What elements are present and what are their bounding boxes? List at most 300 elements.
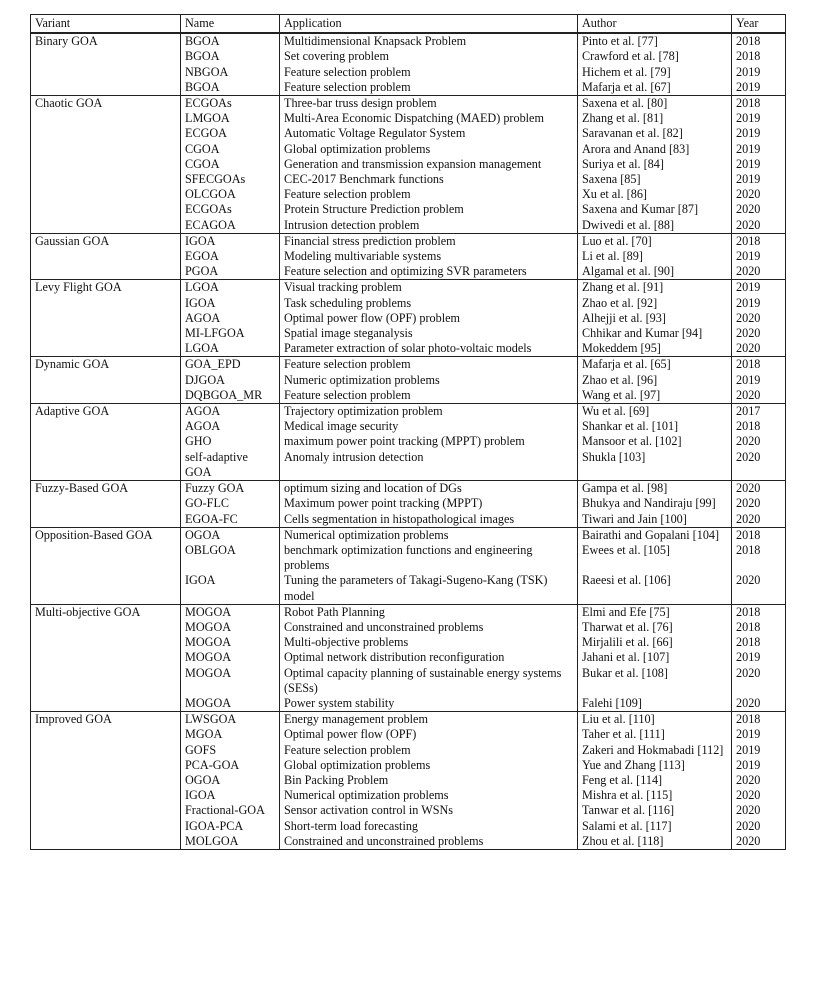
cell-variant: Binary GOA xyxy=(31,33,181,49)
cell-variant: Dynamic GOA xyxy=(31,357,181,373)
cell-name: BGOA xyxy=(181,49,280,64)
cell-year: 2019 xyxy=(732,373,786,388)
cell-variant xyxy=(31,773,181,788)
cell-application: Constrained and unconstrained problems xyxy=(280,620,578,635)
cell-variant xyxy=(31,157,181,172)
cell-year: 2019 xyxy=(732,172,786,187)
cell-name: OLCGOA xyxy=(181,187,280,202)
cell-application: Tuning the parameters of Takagi-Sugeno-Kang (TSK) model xyxy=(280,573,578,604)
cell-application: CEC-2017 Benchmark functions xyxy=(280,172,578,187)
table-row xyxy=(31,233,786,249)
cell-variant xyxy=(31,311,181,326)
cell-year: 2019 xyxy=(732,727,786,742)
cell-author: Zhang et al. [81] xyxy=(578,111,732,126)
cell-year: 2020 xyxy=(732,187,786,202)
cell-variant xyxy=(31,49,181,64)
cell-author: Pinto et al. [77] xyxy=(578,33,732,49)
cell-variant xyxy=(31,803,181,818)
cell-application: benchmark optimization functions and engineering problems xyxy=(280,543,578,573)
cell-application: Multi-objective problems xyxy=(280,635,578,650)
cell-variant xyxy=(31,111,181,126)
cell-author: Zakeri and Hokmabadi [112] xyxy=(578,743,732,758)
cell-variant xyxy=(31,450,181,481)
cell-author: Bukar et al. [108] xyxy=(578,666,732,696)
cell-author: Tharwat et al. [76] xyxy=(578,620,732,635)
cell-application: Medical image security xyxy=(280,419,578,434)
table-header-row xyxy=(31,15,786,34)
cell-variant xyxy=(31,543,181,573)
table-row xyxy=(31,727,786,742)
cell-year: 2020 xyxy=(732,512,786,528)
header-author: Author xyxy=(578,15,732,34)
cell-variant xyxy=(31,142,181,157)
table-row xyxy=(31,388,786,404)
cell-year: 2020 xyxy=(732,481,786,497)
table-row xyxy=(31,696,786,712)
cell-variant: Chaotic GOA xyxy=(31,96,181,112)
cell-author: Saxena [85] xyxy=(578,172,732,187)
cell-year: 2018 xyxy=(732,604,786,620)
cell-application: Protein Structure Prediction problem xyxy=(280,202,578,217)
cell-author: Mirjalili et al. [66] xyxy=(578,635,732,650)
cell-application: Generation and transmission expansion management xyxy=(280,157,578,172)
table-row xyxy=(31,326,786,341)
table-row xyxy=(31,512,786,528)
cell-application: Cells segmentation in histopathological images xyxy=(280,512,578,528)
cell-author: Zhao et al. [96] xyxy=(578,373,732,388)
table-row xyxy=(31,666,786,696)
table-row xyxy=(31,650,786,665)
cell-application: Optimal power flow (OPF) xyxy=(280,727,578,742)
cell-name: CGOA xyxy=(181,142,280,157)
cell-year: 2020 xyxy=(732,573,786,604)
table-row xyxy=(31,111,786,126)
cell-author: Mishra et al. [115] xyxy=(578,788,732,803)
table-row xyxy=(31,758,786,773)
cell-application: Feature selection problem xyxy=(280,80,578,96)
cell-name: GHO xyxy=(181,434,280,449)
cell-name: Fuzzy GOA xyxy=(181,481,280,497)
cell-year: 2020 xyxy=(732,218,786,234)
cell-name: PGOA xyxy=(181,264,280,280)
table-row xyxy=(31,202,786,217)
table-row xyxy=(31,96,786,112)
cell-application: Task scheduling problems xyxy=(280,296,578,311)
cell-year: 2018 xyxy=(732,419,786,434)
cell-name: MOGOA xyxy=(181,635,280,650)
cell-year: 2020 xyxy=(732,202,786,217)
cell-name: OGOA xyxy=(181,527,280,543)
cell-variant xyxy=(31,126,181,141)
cell-application: Intrusion detection problem xyxy=(280,218,578,234)
cell-name: DQBGOA_MR xyxy=(181,388,280,404)
cell-author: Alhejji et al. [93] xyxy=(578,311,732,326)
cell-name: MOGOA xyxy=(181,650,280,665)
cell-author: Wu et al. [69] xyxy=(578,404,732,420)
table-row xyxy=(31,218,786,234)
cell-author: Wang et al. [97] xyxy=(578,388,732,404)
cell-year: 2020 xyxy=(732,326,786,341)
cell-name: self-adaptive GOA xyxy=(181,450,280,481)
cell-variant xyxy=(31,65,181,80)
cell-author: Falehi [109] xyxy=(578,696,732,712)
cell-author: Tiwari and Jain [100] xyxy=(578,512,732,528)
cell-application: Global optimization problems xyxy=(280,142,578,157)
cell-application: Financial stress prediction problem xyxy=(280,233,578,249)
table-row xyxy=(31,604,786,620)
cell-year: 2019 xyxy=(732,80,786,96)
cell-variant xyxy=(31,326,181,341)
cell-name: MOGOA xyxy=(181,604,280,620)
table-row xyxy=(31,296,786,311)
cell-name: MOLGOA xyxy=(181,834,280,850)
table-row xyxy=(31,126,786,141)
table-row xyxy=(31,773,786,788)
table-row xyxy=(31,620,786,635)
cell-variant xyxy=(31,202,181,217)
cell-author: Liu et al. [110] xyxy=(578,712,732,728)
cell-variant xyxy=(31,218,181,234)
table-row xyxy=(31,49,786,64)
cell-year: 2018 xyxy=(732,543,786,573)
cell-year: 2020 xyxy=(732,788,786,803)
cell-year: 2019 xyxy=(732,65,786,80)
table-row xyxy=(31,635,786,650)
cell-author: Saxena and Kumar [87] xyxy=(578,202,732,217)
cell-application: Multidimensional Knapsack Problem xyxy=(280,33,578,49)
cell-application: Set covering problem xyxy=(280,49,578,64)
cell-year: 2020 xyxy=(732,819,786,834)
cell-name: Fractional-GOA xyxy=(181,803,280,818)
table-row xyxy=(31,65,786,80)
cell-application: Multi-Area Economic Dispatching (MAED) problem xyxy=(280,111,578,126)
cell-application: Global optimization problems xyxy=(280,758,578,773)
header-name: Name xyxy=(181,15,280,34)
cell-author: Saravanan et al. [82] xyxy=(578,126,732,141)
cell-variant xyxy=(31,743,181,758)
table-row xyxy=(31,33,786,49)
cell-application: Visual tracking problem xyxy=(280,280,578,296)
cell-year: 2019 xyxy=(732,280,786,296)
cell-variant xyxy=(31,264,181,280)
cell-year: 2020 xyxy=(732,311,786,326)
cell-author: Ewees et al. [105] xyxy=(578,543,732,573)
table-body xyxy=(31,33,786,849)
cell-name: IGOA-PCA xyxy=(181,819,280,834)
cell-application: Maximum power point tracking (MPPT) xyxy=(280,496,578,511)
cell-name: AGOA xyxy=(181,419,280,434)
table-row xyxy=(31,819,786,834)
table-row xyxy=(31,404,786,420)
cell-author: Crawford et al. [78] xyxy=(578,49,732,64)
cell-year: 2018 xyxy=(732,33,786,49)
cell-name: MOGOA xyxy=(181,620,280,635)
cell-application: Numeric optimization problems xyxy=(280,373,578,388)
table-row xyxy=(31,187,786,202)
cell-author: Algamal et al. [90] xyxy=(578,264,732,280)
cell-name: IGOA xyxy=(181,296,280,311)
cell-variant xyxy=(31,419,181,434)
cell-name: ECGOAs xyxy=(181,202,280,217)
cell-application: Feature selection problem xyxy=(280,187,578,202)
cell-variant: Improved GOA xyxy=(31,712,181,728)
cell-year: 2019 xyxy=(732,743,786,758)
cell-variant xyxy=(31,788,181,803)
cell-application: maximum power point tracking (MPPT) problem xyxy=(280,434,578,449)
cell-variant xyxy=(31,650,181,665)
cell-name: EGOA-FC xyxy=(181,512,280,528)
table-row xyxy=(31,80,786,96)
table-row xyxy=(31,573,786,604)
cell-application: Feature selection and optimizing SVR parameters xyxy=(280,264,578,280)
cell-author: Zhang et al. [91] xyxy=(578,280,732,296)
cell-variant xyxy=(31,758,181,773)
cell-year: 2020 xyxy=(732,773,786,788)
cell-author: Bairathi and Gopalani [104] xyxy=(578,527,732,543)
cell-year: 2019 xyxy=(732,157,786,172)
cell-year: 2017 xyxy=(732,404,786,420)
cell-application: Parameter extraction of solar photo-voltaic models xyxy=(280,341,578,357)
cell-name: IGOA xyxy=(181,573,280,604)
cell-name: OGOA xyxy=(181,773,280,788)
cell-year: 2018 xyxy=(732,527,786,543)
cell-variant xyxy=(31,819,181,834)
cell-application: Bin Packing Problem xyxy=(280,773,578,788)
cell-year: 2019 xyxy=(732,111,786,126)
cell-application: Power system stability xyxy=(280,696,578,712)
cell-year: 2019 xyxy=(732,249,786,264)
cell-variant xyxy=(31,341,181,357)
cell-variant: Multi-objective GOA xyxy=(31,604,181,620)
table-row xyxy=(31,172,786,187)
cell-year: 2018 xyxy=(732,49,786,64)
cell-application: Three-bar truss design problem xyxy=(280,96,578,112)
cell-name: LWSGOA xyxy=(181,712,280,728)
cell-author: Zhou et al. [118] xyxy=(578,834,732,850)
cell-application: optimum sizing and location of DGs xyxy=(280,481,578,497)
cell-author: Bhukya and Nandiraju [99] xyxy=(578,496,732,511)
cell-application: Optimal network distribution reconfiguration xyxy=(280,650,578,665)
cell-application: Energy management problem xyxy=(280,712,578,728)
cell-application: Feature selection problem xyxy=(280,743,578,758)
cell-name: DJGOA xyxy=(181,373,280,388)
cell-year: 2018 xyxy=(732,635,786,650)
cell-author: Dwivedi et al. [88] xyxy=(578,218,732,234)
cell-name: EGOA xyxy=(181,249,280,264)
header-year: Year xyxy=(732,15,786,34)
cell-application: Trajectory optimization problem xyxy=(280,404,578,420)
cell-year: 2020 xyxy=(732,496,786,511)
cell-variant xyxy=(31,172,181,187)
header-variant: Variant xyxy=(31,15,181,34)
table-row xyxy=(31,419,786,434)
cell-author: Li et al. [89] xyxy=(578,249,732,264)
table-row xyxy=(31,264,786,280)
cell-name: GOA_EPD xyxy=(181,357,280,373)
cell-variant xyxy=(31,573,181,604)
cell-variant xyxy=(31,727,181,742)
cell-year: 2020 xyxy=(732,388,786,404)
cell-application: Modeling multivariable systems xyxy=(280,249,578,264)
cell-variant xyxy=(31,666,181,696)
cell-variant: Opposition-Based GOA xyxy=(31,527,181,543)
cell-name: LMGOA xyxy=(181,111,280,126)
cell-author: Salami et al. [117] xyxy=(578,819,732,834)
cell-year: 2020 xyxy=(732,264,786,280)
table-row xyxy=(31,157,786,172)
cell-application: Numerical optimization problems xyxy=(280,788,578,803)
cell-year: 2019 xyxy=(732,142,786,157)
table-row xyxy=(31,249,786,264)
cell-variant: Gaussian GOA xyxy=(31,233,181,249)
cell-year: 2018 xyxy=(732,620,786,635)
cell-application: Feature selection problem xyxy=(280,65,578,80)
cell-year: 2019 xyxy=(732,758,786,773)
table-row xyxy=(31,142,786,157)
cell-name: CGOA xyxy=(181,157,280,172)
cell-name: LGOA xyxy=(181,280,280,296)
table-row xyxy=(31,496,786,511)
cell-variant xyxy=(31,373,181,388)
cell-variant: Adaptive GOA xyxy=(31,404,181,420)
cell-variant xyxy=(31,496,181,511)
cell-year: 2020 xyxy=(732,803,786,818)
cell-author: Mokeddem [95] xyxy=(578,341,732,357)
cell-author: Chhikar and Kumar [94] xyxy=(578,326,732,341)
cell-year: 2020 xyxy=(732,696,786,712)
cell-application: Anomaly intrusion detection xyxy=(280,450,578,481)
cell-author: Jahani et al. [107] xyxy=(578,650,732,665)
cell-name: AGOA xyxy=(181,311,280,326)
cell-name: PCA-GOA xyxy=(181,758,280,773)
cell-author: Tanwar et al. [116] xyxy=(578,803,732,818)
cell-name: GOFS xyxy=(181,743,280,758)
cell-year: 2018 xyxy=(732,96,786,112)
cell-variant xyxy=(31,388,181,404)
cell-author: Elmi and Efe [75] xyxy=(578,604,732,620)
cell-year: 2020 xyxy=(732,341,786,357)
cell-year: 2019 xyxy=(732,296,786,311)
cell-name: SFECGOAs xyxy=(181,172,280,187)
cell-application: Feature selection problem xyxy=(280,357,578,373)
table-row xyxy=(31,357,786,373)
cell-variant xyxy=(31,834,181,850)
cell-application: Constrained and unconstrained problems xyxy=(280,834,578,850)
cell-author: Arora and Anand [83] xyxy=(578,142,732,157)
table-row xyxy=(31,434,786,449)
cell-author: Yue and Zhang [113] xyxy=(578,758,732,773)
cell-author: Zhao et al. [92] xyxy=(578,296,732,311)
cell-name: MI-LFGOA xyxy=(181,326,280,341)
cell-author: Raeesi et al. [106] xyxy=(578,573,732,604)
cell-application: Numerical optimization problems xyxy=(280,527,578,543)
cell-variant xyxy=(31,187,181,202)
table-row xyxy=(31,527,786,543)
cell-name: BGOA xyxy=(181,80,280,96)
goa-variants-table xyxy=(30,14,786,850)
cell-author: Shankar et al. [101] xyxy=(578,419,732,434)
cell-author: Mafarja et al. [65] xyxy=(578,357,732,373)
cell-author: Xu et al. [86] xyxy=(578,187,732,202)
table-row xyxy=(31,280,786,296)
cell-application: Optimal power flow (OPF) problem xyxy=(280,311,578,326)
cell-application: Short-term load forecasting xyxy=(280,819,578,834)
table-row xyxy=(31,341,786,357)
cell-name: ECGOA xyxy=(181,126,280,141)
cell-author: Hichem et al. [79] xyxy=(578,65,732,80)
cell-author: Saxena et al. [80] xyxy=(578,96,732,112)
table-row xyxy=(31,373,786,388)
cell-name: ECAGOA xyxy=(181,218,280,234)
cell-author: Shukla [103] xyxy=(578,450,732,481)
cell-variant xyxy=(31,512,181,528)
cell-name: MOGOA xyxy=(181,696,280,712)
cell-variant xyxy=(31,80,181,96)
cell-year: 2018 xyxy=(732,712,786,728)
table-row xyxy=(31,803,786,818)
cell-variant: Fuzzy-Based GOA xyxy=(31,481,181,497)
cell-variant xyxy=(31,635,181,650)
cell-name: MOGOA xyxy=(181,666,280,696)
cell-author: Mafarja et al. [67] xyxy=(578,80,732,96)
cell-variant xyxy=(31,434,181,449)
cell-author: Mansoor et al. [102] xyxy=(578,434,732,449)
table-row xyxy=(31,834,786,850)
cell-name: LGOA xyxy=(181,341,280,357)
cell-year: 2020 xyxy=(732,666,786,696)
cell-application: Automatic Voltage Regulator System xyxy=(280,126,578,141)
cell-year: 2018 xyxy=(732,233,786,249)
cell-author: Gampa et al. [98] xyxy=(578,481,732,497)
cell-year: 2018 xyxy=(732,357,786,373)
cell-application: Optimal capacity planning of sustainable energy systems (SESs) xyxy=(280,666,578,696)
table-row xyxy=(31,450,786,481)
cell-variant: Levy Flight GOA xyxy=(31,280,181,296)
table-row xyxy=(31,543,786,573)
cell-year: 2020 xyxy=(732,434,786,449)
table-row xyxy=(31,712,786,728)
cell-name: MGOA xyxy=(181,727,280,742)
cell-name: OBLGOA xyxy=(181,543,280,573)
cell-name: IGOA xyxy=(181,233,280,249)
header-application: Application xyxy=(280,15,578,34)
cell-variant xyxy=(31,296,181,311)
cell-author: Suriya et al. [84] xyxy=(578,157,732,172)
cell-application: Spatial image steganalysis xyxy=(280,326,578,341)
cell-name: BGOA xyxy=(181,33,280,49)
cell-author: Luo et al. [70] xyxy=(578,233,732,249)
cell-variant xyxy=(31,696,181,712)
cell-year: 2019 xyxy=(732,650,786,665)
table-row xyxy=(31,788,786,803)
cell-author: Feng et al. [114] xyxy=(578,773,732,788)
cell-year: 2020 xyxy=(732,834,786,850)
table-row xyxy=(31,311,786,326)
cell-variant xyxy=(31,620,181,635)
cell-year: 2019 xyxy=(732,126,786,141)
cell-name: GO-FLC xyxy=(181,496,280,511)
cell-application: Sensor activation control in WSNs xyxy=(280,803,578,818)
cell-variant xyxy=(31,249,181,264)
cell-author: Taher et al. [111] xyxy=(578,727,732,742)
cell-application: Feature selection problem xyxy=(280,388,578,404)
cell-year: 2020 xyxy=(732,450,786,481)
table-row xyxy=(31,481,786,497)
cell-name: IGOA xyxy=(181,788,280,803)
cell-name: ECGOAs xyxy=(181,96,280,112)
cell-name: AGOA xyxy=(181,404,280,420)
table-row xyxy=(31,743,786,758)
